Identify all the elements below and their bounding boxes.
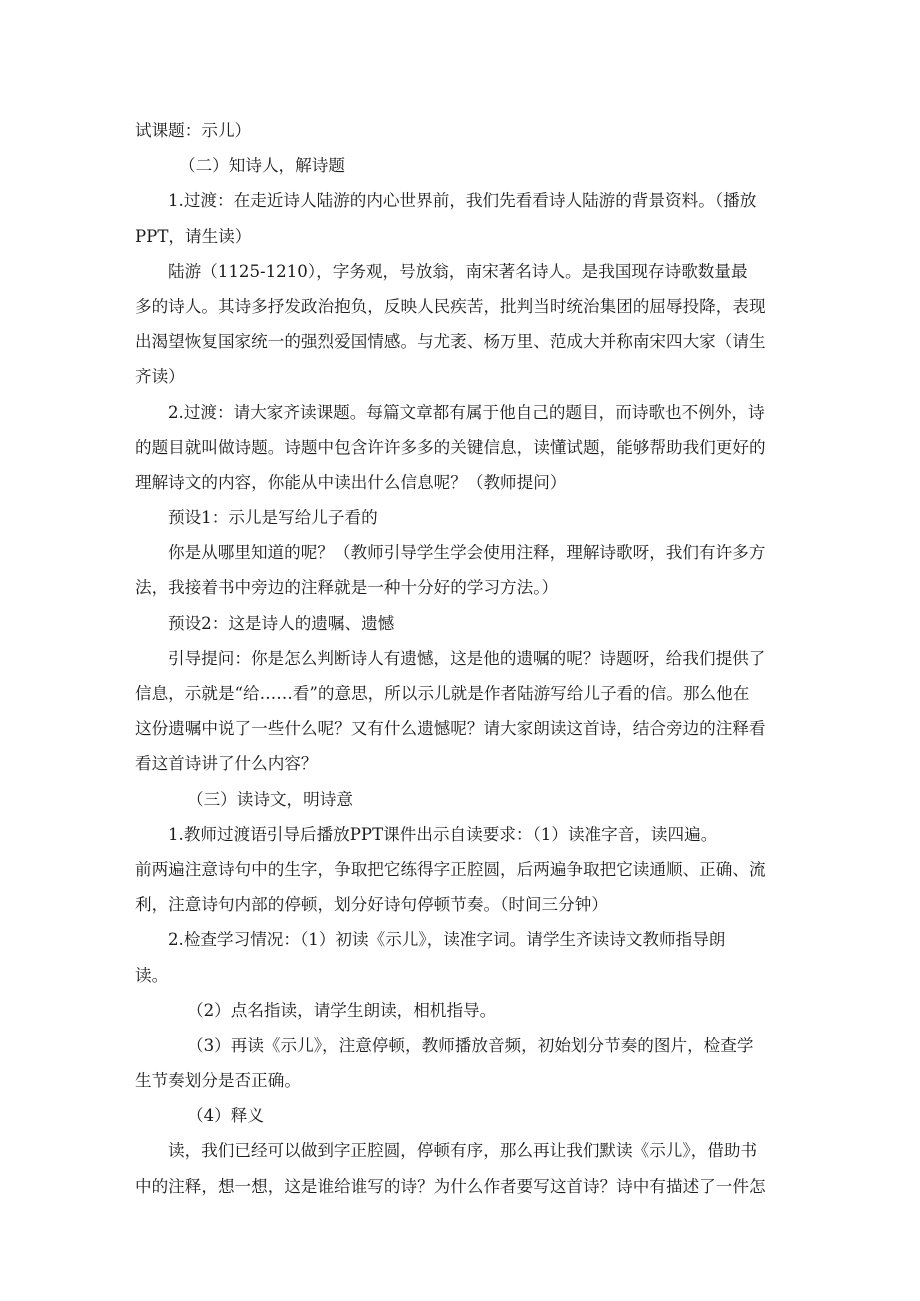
section-heading-3: （三）读诗文，明诗意 (187, 789, 353, 809)
document-body (135, 113, 789, 1204)
paragraph-line: 引导提问：你是怎么判断诗人有遗憾，这是他的遗嘱的呢？诗题呀，给我们提供了 (168, 648, 766, 668)
paragraph-line: 多的诗人。其诗多抒发政治抱负，反映人民疾苦，批判当时统治集团的屈辱投降，表现 (135, 296, 766, 316)
paragraph-line: 2.检查学习情况：（1）初读《示儿》，读准字词。请学生齐读诗文教师指导朗 (168, 930, 726, 950)
paragraph-line: 信息，示就是“给……看”的意思，所以示儿就是作者陆游写给儿子看的信。那么他在 (135, 684, 750, 703)
lesson-title-line: 试课题：示儿） (135, 121, 252, 140)
paragraph-line: 理解诗文的内容，你能从中读出什么信息呢？（教师提问） (135, 472, 567, 492)
paragraph-line: 的题目就叫做诗题。诗题中包含许许多多的关键信息，读懂试题，能够帮助我们更好的 (135, 437, 766, 457)
paragraph-line: 读，我们已经可以做到字正腔圆，停顿有序，那么再让我们默读《示儿》，借助书 (168, 1141, 758, 1161)
paragraph-line: 1.教师过渡语引导后播放PPT课件出示自读要求：（1）读准字音，读四遍。 (168, 824, 718, 844)
paragraph-line: 生节奏划分是否正确。 (135, 1071, 301, 1091)
paragraph-line: 利，注意诗句内部的停顿，划分好诗句停顿节奏。（时间三分钟） (135, 895, 608, 915)
paragraph-line: 前两遍注意诗句中的生字，争取把它练得字正腔圆，后两遍争取把它读通顺、正确、流 (135, 859, 766, 879)
paragraph-line: 你是从哪里知道的呢？（教师引导学生学会使用注释，理解诗歌呀，我们有许多方 (168, 543, 766, 563)
paragraph-line: PPT，请生读） (135, 226, 252, 246)
preset-line: 预设2：这是诗人的遗嘱、遗憾 (168, 613, 395, 633)
section-heading-2: （二）知诗人，解诗题 (179, 156, 345, 176)
paragraph-line: 出渴望恢复国家统一的强烈爱国情感。与尤袤、杨万里、范成大并称南宋四大家（请生 (135, 332, 766, 352)
sub-step-line: （3）再读《示儿》，注意停顿，教师播放音频，初始划分节奏的图片，检查学 (187, 1035, 754, 1055)
paragraph-line: 读。 (135, 965, 169, 985)
paragraph-line: 这份遗嘱中说了一些什么呢？又有什么遗憾呢？请大家朗读这首诗，结合旁边的注释看 (135, 719, 766, 739)
paragraph-line: 中的注释，想一想，这是谁给谁写的诗？为什么作者要写这首诗？诗中有描述了一件怎 (135, 1176, 766, 1196)
sub-step-line: （4）释义 (187, 1106, 264, 1126)
preset-line: 预设1：示儿是写给儿子看的 (168, 508, 378, 528)
paragraph-line: 2.过渡：请大家齐读课题。每篇文章都有属于他自己的题目，而诗歌也不例外，诗 (168, 402, 765, 422)
paragraph-line: 1.过渡：在走近诗人陆游的内心世界前，我们先看看诗人陆游的背景资料。（播放 (168, 191, 757, 211)
paragraph-line: 法，我接着书中旁边的注释就是一种十分好的学习方法。） (135, 578, 559, 598)
paragraph-line: 齐读） (135, 367, 185, 387)
paragraph-line: 陆游（1125-1210），字务观，号放翁，南宋著名诗人。是我国现存诗歌数量最 (168, 261, 748, 281)
sub-step-line: （2）点名指读，请学生朗读，相机指导。 (187, 1000, 497, 1020)
paragraph-line: 看这首诗讲了什么内容？ (135, 754, 318, 774)
